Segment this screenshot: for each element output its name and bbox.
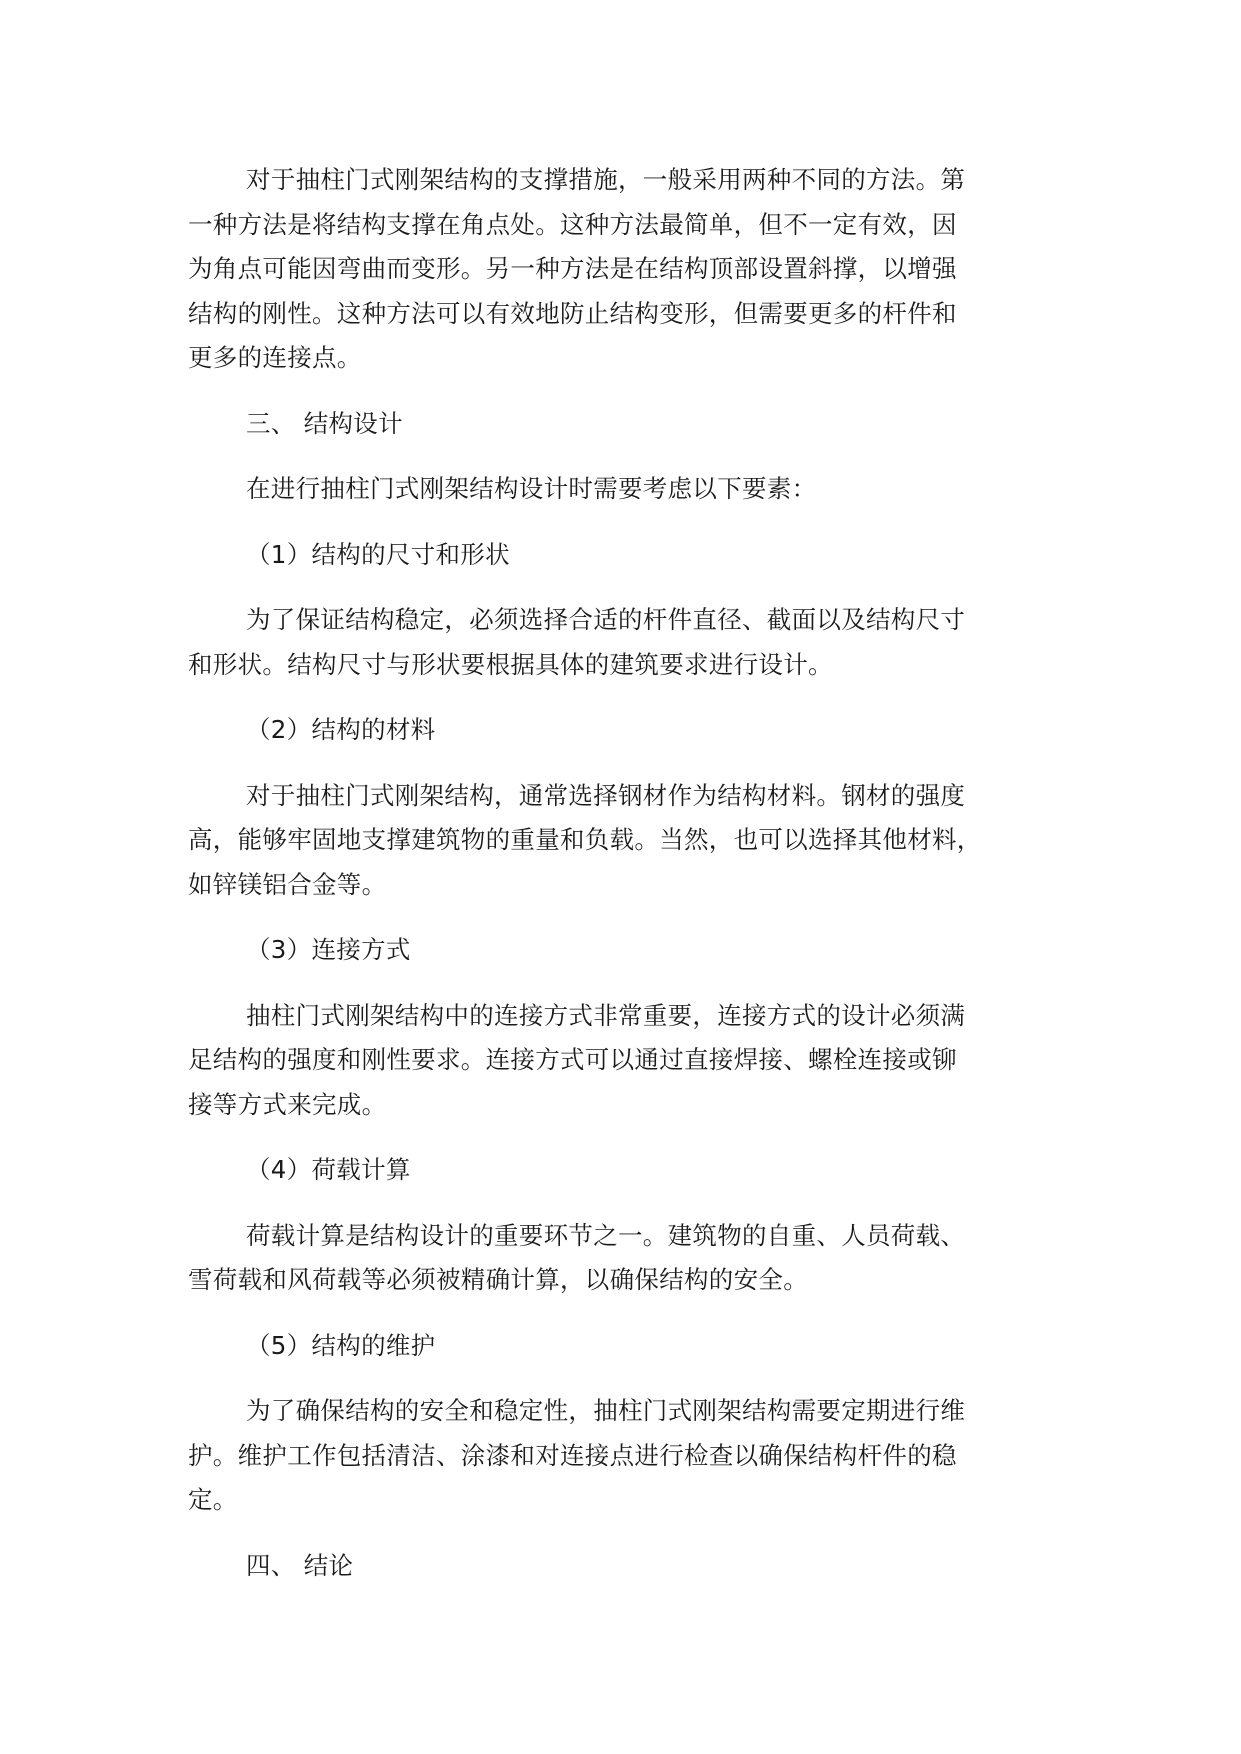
paragraph-load-calculation <box>188 1214 1068 1303</box>
text-line: 为了保证结构稳定，必须选择合适的杆件直径、截面以及结构尺寸 <box>246 605 966 634</box>
text-line: 为了确保结构的安全和稳定性，抽柱门式刚架结构需要定期进行维 <box>246 1396 966 1425</box>
text-line: 结构的刚性。这种方法可以有效地防止结构变形，但需要更多的杆件和 <box>188 298 957 328</box>
text-line: 足结构的强度和刚性要求。连接方式可以通过直接焊接、螺栓连接或铆 <box>188 1045 957 1074</box>
text-line: 对于抽柱门式刚架结构的支撑措施，一般采用两种不同的方法。第 <box>246 165 966 194</box>
text-line: 荷载计算是结构设计的重要环节之一。建筑物的自重、人员荷载、 <box>246 1220 966 1250</box>
item-heading-connection: （3）连接方式 <box>246 935 411 964</box>
text-line: 高，能够牢固地支撑建筑物的重量和负载。当然，也可以选择其他材料， <box>188 825 982 854</box>
text-line: 一种方法是将结构支撑在角点处。这种方法最简单，但不一定有效，因 <box>188 209 957 239</box>
paragraph-size-shape <box>188 598 1068 687</box>
item-heading-load-calculation: （4）荷载计算 <box>246 1155 411 1184</box>
text-line: 护。维护工作包括清洁、涂漆和对连接点进行检查以确保结构杆件的稳 <box>188 1440 957 1470</box>
section-heading-conclusion: 四、 结论 <box>246 1550 354 1580</box>
text-line: 抽柱门式刚架结构中的连接方式非常重要，连接方式的设计必须满 <box>246 1000 966 1030</box>
document-body <box>188 158 1068 1588</box>
text-line: 更多的连接点。 <box>188 343 362 372</box>
text-line: 定。 <box>188 1485 238 1514</box>
text-line: 对于抽柱门式刚架结构，通常选择钢材作为结构材料。钢材的强度 <box>246 780 966 810</box>
text-line: 接等方式来完成。 <box>188 1089 387 1119</box>
paragraph-design-intro: 在进行抽柱门式刚架结构设计时需要考虑以下要素： <box>246 474 817 503</box>
item-heading-maintenance: （5）结构的维护 <box>246 1330 436 1360</box>
item-heading-size-shape: （1）结构的尺寸和形状 <box>246 539 510 569</box>
text-line: 如锌镁铝合金等。 <box>188 869 387 899</box>
section-heading-structural-design: 三、 结构设计 <box>246 408 403 438</box>
paragraph-support-measures <box>188 158 1068 381</box>
paragraph-connection <box>188 994 1068 1128</box>
paragraph-maintenance <box>188 1389 1068 1523</box>
item-heading-material: （2）结构的材料 <box>246 715 436 744</box>
text-line: 为角点可能因弯曲而变形。另一种方法是在结构顶部设置斜撑，以增强 <box>188 254 957 283</box>
paragraph-material <box>188 774 1068 908</box>
text-line: 雪荷载和风荷载等必须被精确计算，以确保结构的安全。 <box>188 1265 808 1294</box>
text-line: 和形状。结构尺寸与形状要根据具体的建筑要求进行设计。 <box>188 649 833 679</box>
